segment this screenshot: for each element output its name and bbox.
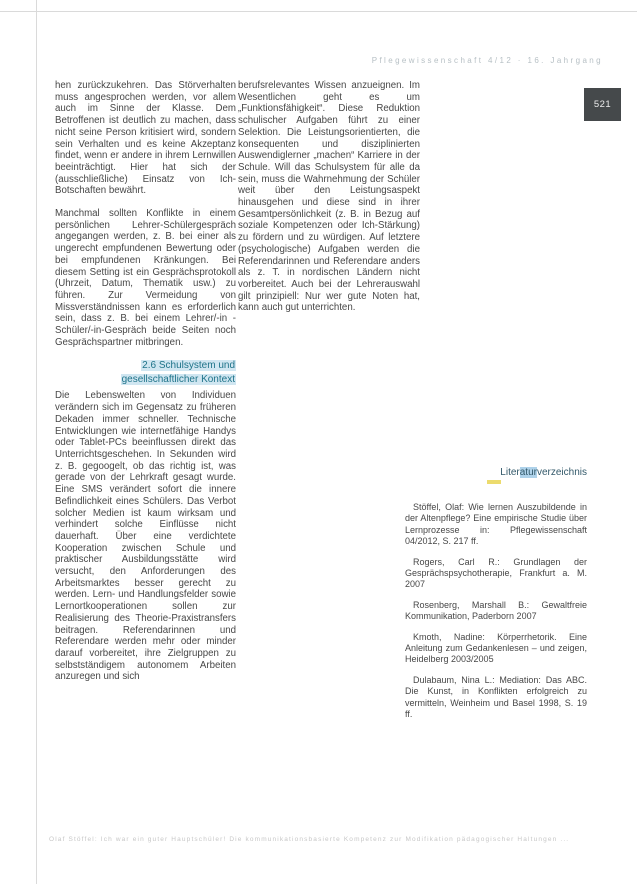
annotation-mark: [487, 480, 501, 484]
reference-item: Rogers, Carl R.: Grundlagen der Gesprächspsychotherapie, Frankfurt a. M. 2007: [405, 556, 587, 590]
body-paragraph: Manchmal sollten Konflikte in einem persönlichen Lehrer-Schülergespräch angegangen werden, z. B. bei einer als ungerecht empfundenen Bewertung oder bei empfundenen Kränkungen. Bei diesem Setting ist ein Gesprächsprotokoll (Uhrzeit, Datum, Thematik usw.) zu führen. Zur Vermeidung von Missverständnissen kann es erforderlich sein, dass z. B. bei einem Lehrer/-in - Schüler/-in-Gespräch beide Seiten noch Gesprächspartner mitbringen.: [55, 208, 236, 348]
right-column: [238, 80, 420, 314]
top-rule: [0, 11, 637, 12]
left-column: [55, 80, 236, 683]
running-footer: Olaf Stöffel: Ich war ein guter Hauptschüler! Die kommunikationsbasierte Kompetenz zur Modifikation pädagogischer Haltungen ...: [49, 836, 570, 843]
page-number: 521: [593, 99, 612, 110]
references-title: [405, 467, 587, 479]
references-title-highlight: atur: [519, 467, 537, 478]
body-paragraph: berufsrelevantes Wissen anzueignen. Im Wesentlichen geht es um „Funktionsfähigkeit“. Diese Reduktion schulischer Aufgaben führt zu einer Selektion. Die Leistungsorientierten, die konsequenten und disziplinierten Auswendiglerner „machen“ Karriere in der Schule. Will das Schulsystem für alle da sein, muss die Wahrnehmung der Schüler weit über den Leistungsaspekt hinausgehen und diese sind in ihrer Gesamtpersönlichkeit (z. B. in Bezug auf soziale Kompetenzen oder Ich-Stärkung) zu fördern und zu würdigen. Auf letztere (psychologische) Aufgaben werden die Referendarinnen und Referendare anders als z. T. in nordischen Ländern nicht vorbereitet. Auch bei der Lehrerauswahl gilt prinzipiell: Nur wer gute Noten hat, kann auch gut unterrichten.: [238, 80, 420, 314]
references-title-post: verzeichnis: [536, 467, 587, 478]
page-number-badge: [584, 88, 621, 121]
references-section: [405, 467, 587, 730]
section-heading-line-1: 2.6 Schulsystem und: [142, 360, 235, 372]
reference-item: Rosenberg, Marshall B.: Gewaltfreie Kommunikation, Paderborn 2007: [405, 599, 587, 622]
left-rule: [36, 0, 37, 884]
journal-header: Pflegewissenschaft 4/12 · 16. Jahrgang: [371, 56, 603, 65]
section-heading-line-2: gesellschaftlicher Kontext: [121, 373, 235, 385]
references-title-pre: Liter: [500, 467, 520, 478]
body-paragraph: hen zurückzukehren. Das Störverhalten muss angesprochen werden, vor allem auch im Sinne der Klasse. Dem Betroffenen ist deutlich zu machen, dass nicht seine Person kritisiert wird, sondern sein Verhalten und es keine Akzeptanz findet, wenn er andere in ihrem Lernwillen beeinträchtigt. Hier hat sich der (ausschließliche) Einsatz von Ich-Botschaften bewährt.: [55, 80, 236, 197]
reference-item: Dulabaum, Nina L.: Mediation: Das ABC. Die Kunst, in Konflikten erfolgreich zu vermitteln, Weinheim und Basel 1998, S. 19 ff.: [405, 674, 587, 720]
section-heading: [55, 359, 236, 386]
reference-item: Stöffel, Olaf: Wie lernen Auszubildende in der Altenpflege? Eine empirische Studie über Lernprozesse in: Pflegewissenschaft 04/2012, S. 217 ff.: [405, 502, 587, 547]
body-paragraph: Die Lebenswelten von Individuen verändern sich im Gegensatz zu früheren Dekaden immer schneller. Technische Entwicklungen wie internetfähige Handys oder Tablet-PCs beeinflussen direkt das Unterrichtsgeschehen. In Sekunden wird z. B. gegoogelt, ob das richtig ist, was gerade von der Lehrkraft gesagt wurde. Eine SMS verändert sofort die innere Befindlichkeit eines Schülers. Das Verbot solcher Medien ist kaum wirksam und verhindert solche Einflüsse nicht dauerhaft. Über eine verdichtete Kooperation zwischen Schule und praktischer Ausbildungsstätte wird versucht, den Anforderungen des Arbeitsmarktes besser gerecht zu werden. Lern- und Handlungsfelder sowie Lernortkooperationen sollen zur Realisierung des Theorie-Praxistransfers beitragen. Referendarinnen und Referendare werden mehr oder minder darauf vorbereitet, ihre Zielgruppen zu selbstständigem autonomem Arbeiten anzuregen und sich: [55, 390, 236, 683]
reference-item: Kmoth, Nadine: Körperrhetorik. Eine Anleitung zum Gedankenlesen – und zeigen, Heidelberg 2003/2005: [405, 631, 587, 665]
